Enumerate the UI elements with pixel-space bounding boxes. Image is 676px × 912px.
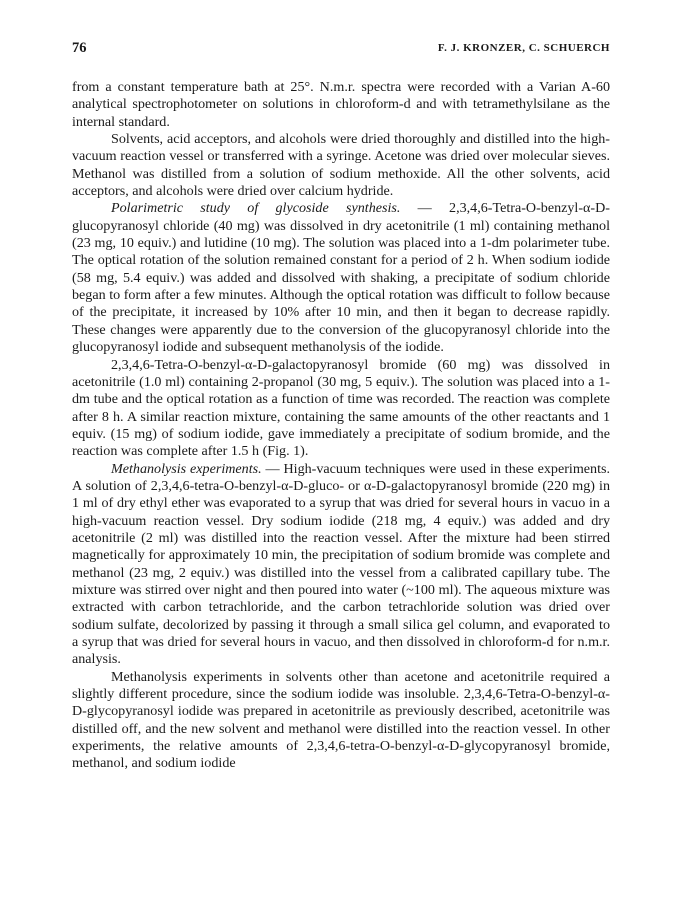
paragraph xyxy=(72,131,610,200)
paragraph-text: Solvents, acid acceptors, and alcohols were dried thoroughly and distilled into the high-vacuum reaction vessel or transferred with a syringe. Acetone was dried over molecular sieves. Methanol was distilled from a solution of sodium methoxide. All the other solvents, acid acceptors, and alcohols were dried over calcium hydride. xyxy=(72,131,610,200)
paragraph-text: — High-vacuum techniques were used in these experiments. A solution of 2,3,4,6-tetra-O-benzyl-α-D-gluco- or α-D-galactopyranosyl bromide (220 mg) in 1 ml of dry ethyl ether was evaporated to a syrup that was dried for several hours in vacuo in a high-vacuum reaction vessel. Dry sodium iodide (218 mg, 4 equiv.) was added and dry acetonitrile (2 ml) was distilled into the reaction vessel. After the mixture had been stirred magnetically for approximately 10 min, the precipitation of sodium bromide was complete and methanol (23 mg, 2 equiv.) was distilled into the vessel from a calibrated capillary tube. The mixture was stirred over night and then poured into water (~100 ml). The aqueous mixture was extracted with carbon tetrachloride, and the carbon tetrachloride solution was dried over sodium sulfate, decolorized by passing it through a small silica gel column, and evaporated to a syrup that was dried for several hours in vacuo, and then dissolved in chloroform-d for n.m.r. analysis. xyxy=(72,460,611,668)
paragraph xyxy=(72,669,610,773)
paragraph-text: — 2,3,4,6-Tetra-O-benzyl-α-D-glucopyranosyl chloride (40 mg) was dissolved in dry acetonitrile (1 ml) containing methanol (23 mg, 10 equiv.) and lutidine (10 mg). The solution was placed into a 1-dm polarimeter tube. The optical rotation of the solution remained constant for a period of 2 h. When sodium iodide (58 mg, 5.4 equiv.) was added and dissolved with shaking, a precipitate of sodium chloride began to form after a few minutes. Although the optical rotation was difficult to follow because of the precipitate, it increased by 10% after 10 min, and then it began to decrease rapidly. These changes were apparently due to the conversion of the glucopyranosyl chloride into the glucopyranosyl iodide and subsequent methanolysis of the iodide. xyxy=(72,200,610,356)
page-number: 76 xyxy=(72,40,87,56)
paragraph xyxy=(72,200,610,356)
paragraph-heading: Polarimetric study of glycoside synthesis. xyxy=(111,200,401,217)
running-header xyxy=(72,40,610,62)
paragraph-text: Methanolysis experiments in solvents other than acetone and acetonitrile required a slightly different procedure, since the sodium iodide was insoluble. 2,3,4,6-Tetra-O-benzyl-α-D-glycopyranosyl iodide was prepared in acetonitrile as previously described, acetonitrile was distilled off, and the new solvent and methanol were distilled into the reaction vessel. In other experiments, the relative amounts of 2,3,4,6-tetra-O-benzyl-α-D-glycopyranosyl bromide, methanol, and sodium iodide xyxy=(72,668,610,772)
paragraph xyxy=(72,461,610,669)
paragraph-text: 2,3,4,6-Tetra-O-benzyl-α-D-galactopyranosyl bromide (60 mg) was dissolved in acetonitrile (1.0 ml) containing 2-propanol (30 mg, 5 equiv.). The solution was placed into a 1-dm tube and the optical rotation as a function of time was recorded. The reaction was complete after 8 h. A similar reaction mixture, containing the same amounts of the other reactants and 1 equiv. (15 mg) of sodium iodide, gave immediately a precipitate of sodium bromide, and the reaction was complete after 1.5 h (Fig. 1). xyxy=(72,356,610,460)
paragraph xyxy=(72,357,610,461)
paragraph-text: from a constant temperature bath at 25°. N.m.r. spectra were recorded with a Varian A-60 analytical spectrophotometer on solutions in chloroform-d and with tetramethylsilane as the internal standard. xyxy=(72,79,610,130)
running-head-authors: F. J. KRONZER, C. SCHUERCH xyxy=(437,42,610,54)
article-body xyxy=(72,79,610,773)
paragraph-heading: Methanolysis experiments. xyxy=(111,460,262,477)
paragraph xyxy=(72,79,610,131)
